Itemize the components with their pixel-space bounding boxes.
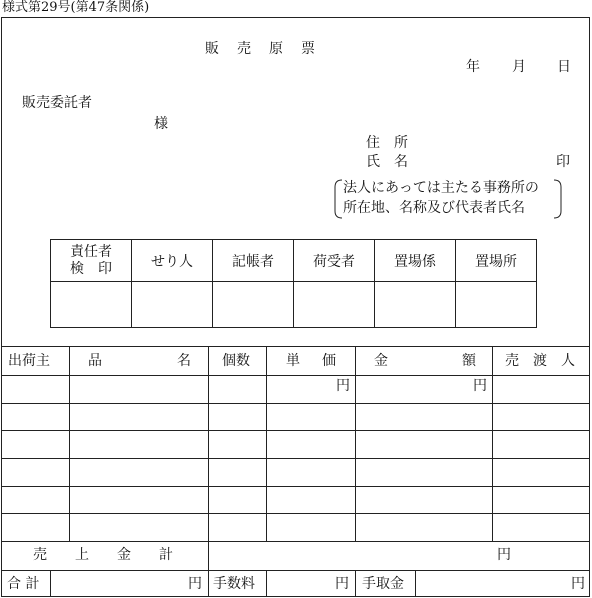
inspection-header-line2: 検 印 bbox=[70, 260, 112, 277]
bottom-col-divider bbox=[415, 570, 416, 597]
grand-total-label: 合 計 bbox=[7, 576, 40, 592]
form-title: 販 売 原 票 bbox=[205, 41, 317, 57]
goods-col-divider bbox=[355, 346, 356, 541]
col-buyer-header: 売 渡 人 bbox=[505, 353, 575, 369]
inspection-seal-cell[interactable] bbox=[51, 282, 132, 328]
inspection-seal-cell[interactable] bbox=[375, 282, 456, 328]
bottom-col-divider bbox=[208, 570, 209, 597]
inspection-header-receiver: 荷受者 bbox=[294, 240, 375, 282]
amount-yen: 円 bbox=[473, 378, 487, 394]
grand-total-yen: 円 bbox=[188, 576, 202, 592]
col-item-header-a: 品 bbox=[88, 353, 102, 369]
fee-label: 手数料 bbox=[213, 576, 255, 592]
inspection-seal-cell[interactable] bbox=[213, 282, 294, 328]
inspection-header-yard-staff: 置場係 bbox=[375, 240, 456, 282]
inspection-seal-cell[interactable] bbox=[456, 282, 537, 328]
day-label: 日 bbox=[557, 59, 571, 75]
inspection-header-yard-location: 置場所 bbox=[456, 240, 537, 282]
sales-total-label: 売 上 金 計 bbox=[33, 547, 173, 563]
col-amount-header-b: 額 bbox=[462, 353, 476, 369]
inspection-seal-cell[interactable] bbox=[132, 282, 213, 328]
bottom-col-divider bbox=[50, 570, 51, 597]
goods-row-divider bbox=[1, 541, 590, 542]
inspection-header-responsible bbox=[51, 240, 132, 282]
goods-col-divider bbox=[69, 346, 70, 541]
form-caption: 様式第29号(第47条関係) bbox=[2, 0, 150, 15]
col-qty-header: 個数 bbox=[222, 353, 250, 369]
goods-col-divider bbox=[208, 346, 209, 570]
goods-row-divider bbox=[1, 513, 590, 514]
col-price-header-a: 単 bbox=[286, 353, 300, 369]
month-label: 月 bbox=[512, 59, 526, 75]
bottom-col-divider bbox=[266, 570, 267, 597]
fee-yen: 円 bbox=[335, 576, 349, 592]
sama-label: 様 bbox=[154, 116, 168, 132]
goods-row-divider bbox=[1, 458, 590, 459]
unit-price-yen: 円 bbox=[336, 378, 350, 394]
goods-row-divider bbox=[1, 403, 590, 404]
net-receipt-yen: 円 bbox=[571, 576, 585, 592]
sales-total-yen: 円 bbox=[497, 547, 511, 563]
col-amount-header-a: 金 bbox=[374, 353, 388, 369]
year-label: 年 bbox=[466, 59, 480, 75]
note-right-bracket bbox=[552, 178, 564, 220]
goods-header-divider bbox=[1, 375, 590, 376]
inspection-table bbox=[50, 239, 537, 328]
consignor-label: 販売委託者 bbox=[22, 95, 92, 111]
address-label: 住 所 bbox=[366, 135, 408, 151]
corporate-note-line1: 法人にあっては主たる事務所の bbox=[343, 180, 539, 196]
name-label: 氏 名 bbox=[366, 154, 408, 170]
corporate-note-line2: 所在地、名称及び代表者氏名 bbox=[343, 200, 525, 216]
goods-total-divider bbox=[1, 570, 590, 571]
seal-mark: 印 bbox=[556, 154, 570, 170]
goods-row-divider bbox=[1, 430, 590, 431]
inspection-header-auctioneer: せり人 bbox=[132, 240, 213, 282]
goods-row-divider bbox=[1, 486, 590, 487]
goods-col-divider bbox=[492, 346, 493, 541]
inspection-header-line1: 責任者 bbox=[70, 244, 112, 261]
net-receipt-label: 手取金 bbox=[362, 576, 404, 592]
col-price-header-b: 価 bbox=[322, 353, 336, 369]
goods-col-divider bbox=[266, 346, 267, 541]
col-item-header-b: 名 bbox=[177, 353, 191, 369]
bottom-col-divider bbox=[355, 570, 356, 597]
inspection-seal-cell[interactable] bbox=[294, 282, 375, 328]
goods-table-top-border bbox=[1, 346, 590, 347]
inspection-header-bookkeeper: 記帳者 bbox=[213, 240, 294, 282]
col-shipper-header: 出荷主 bbox=[8, 353, 50, 369]
